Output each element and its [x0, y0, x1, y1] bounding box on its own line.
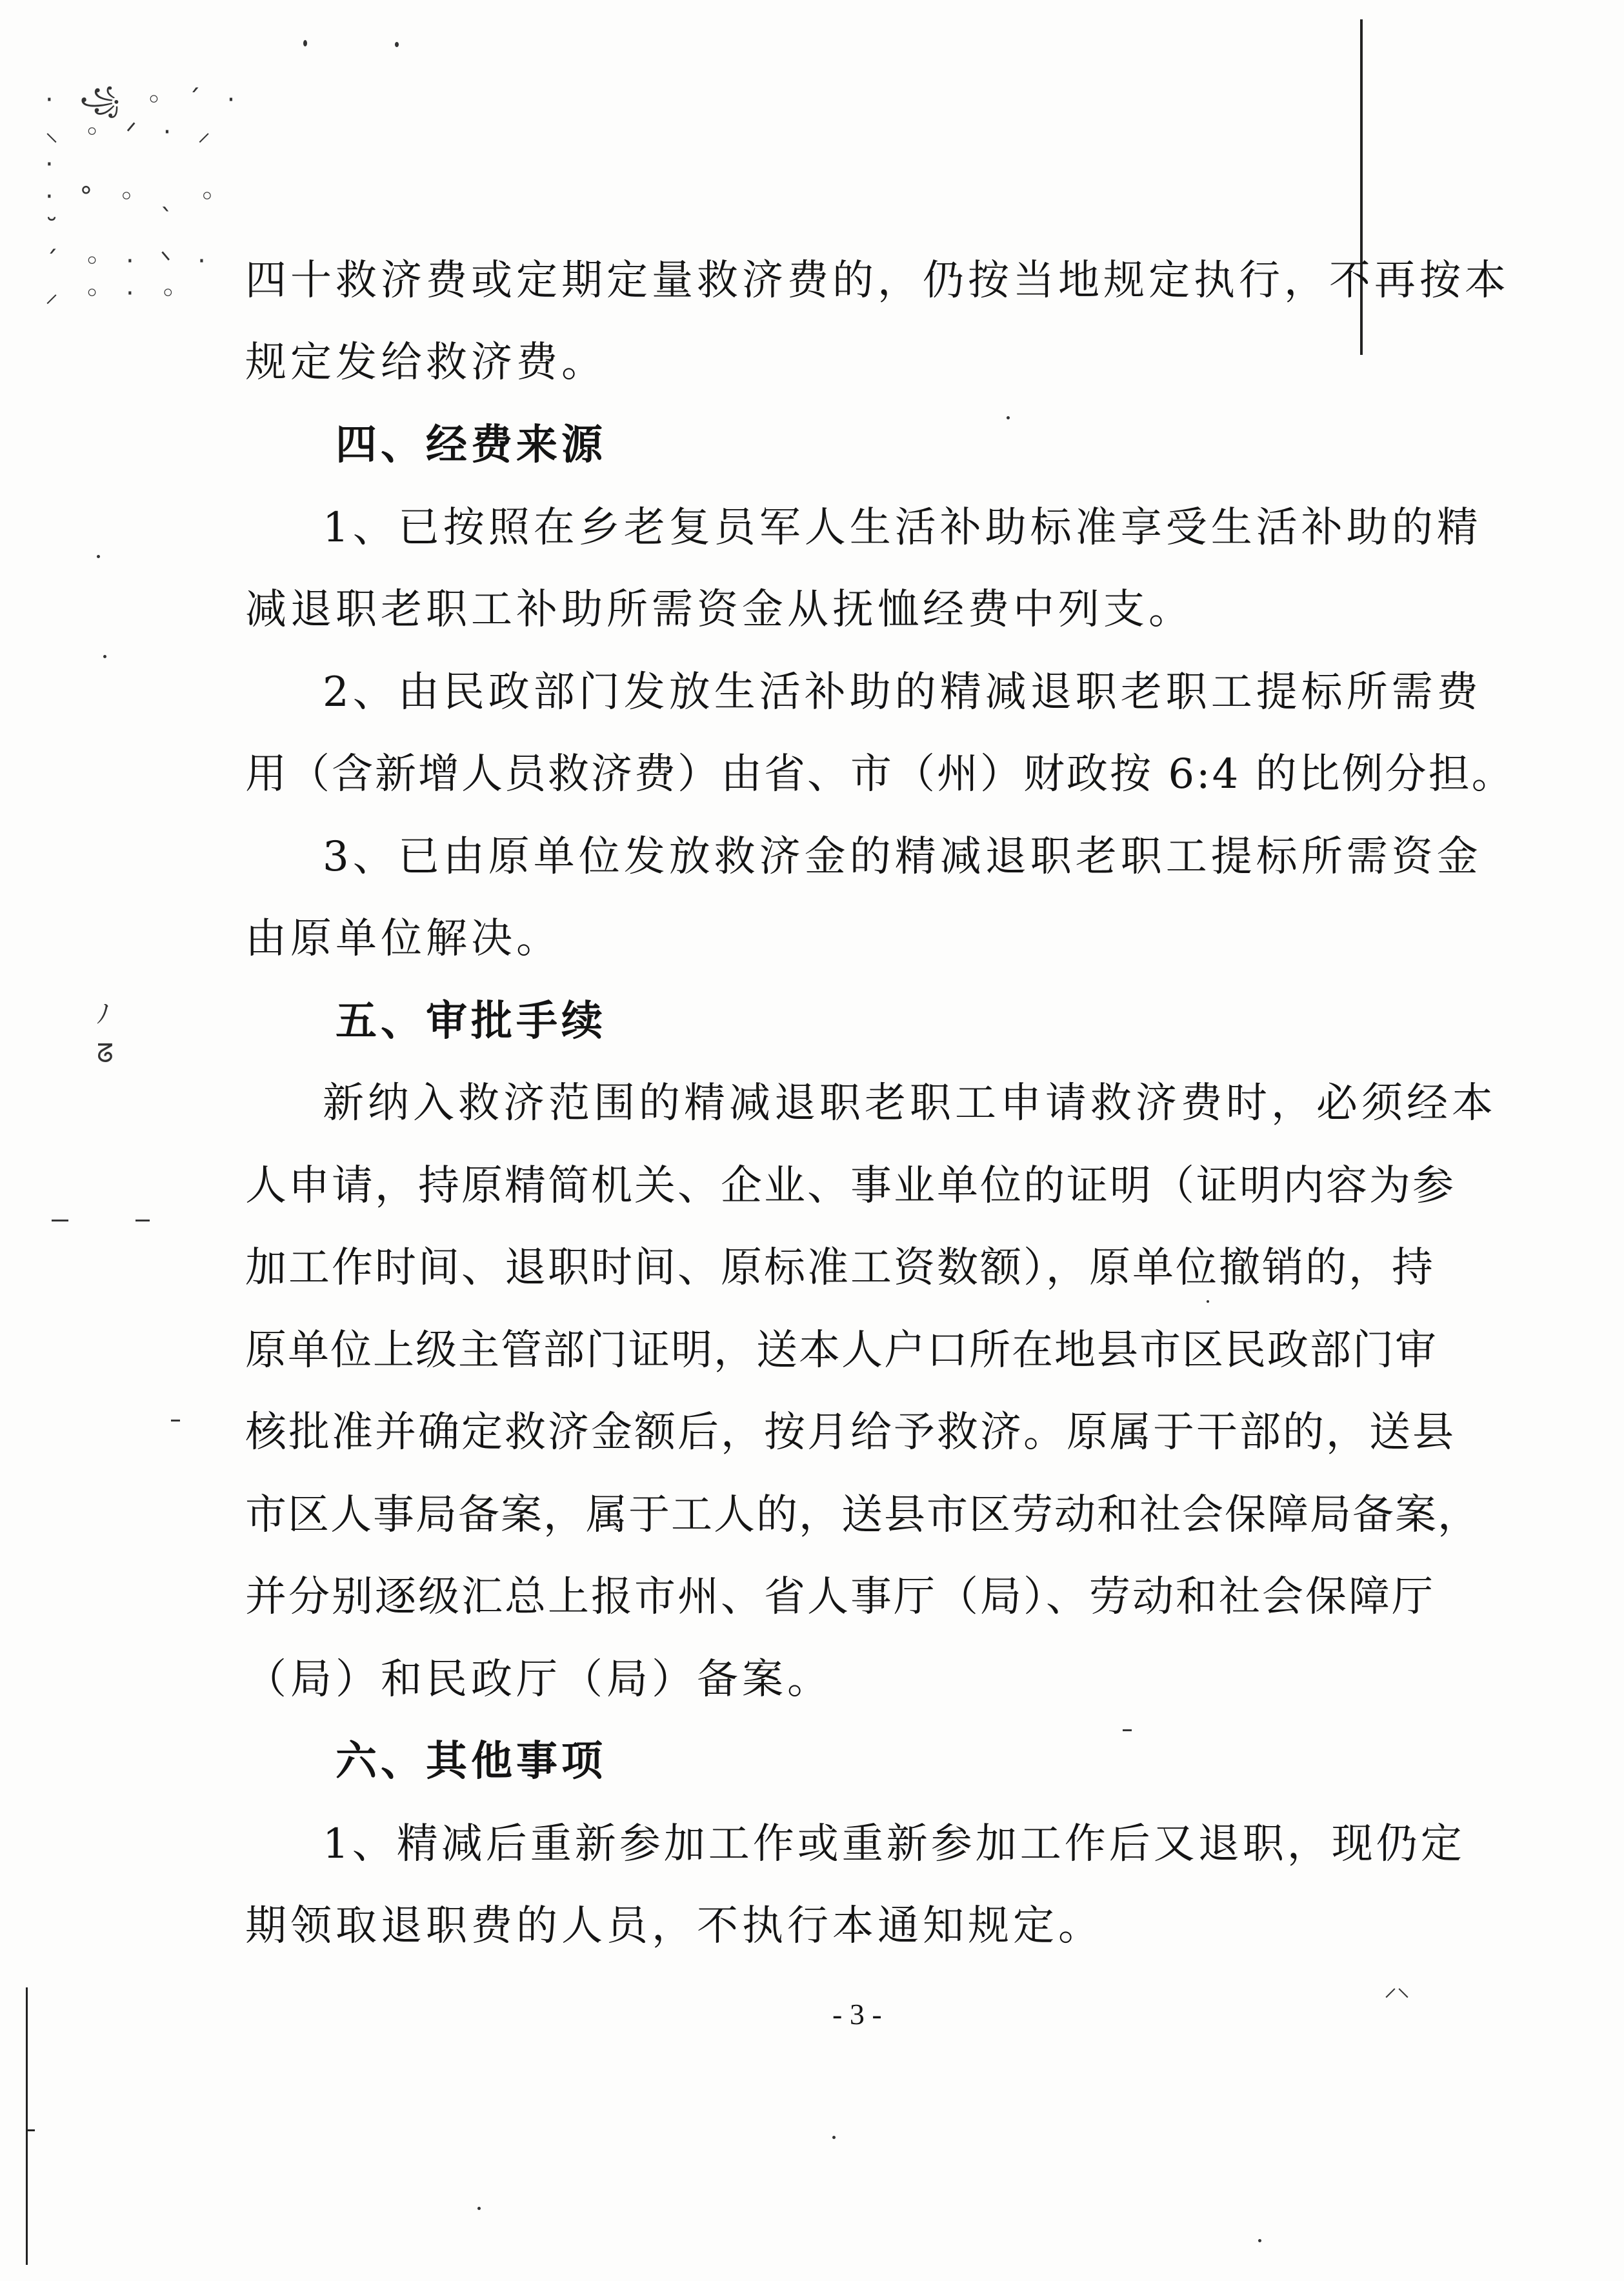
paragraph-line: 1、精减后重新参加工作或重新参加工作后又退职，现仍定 — [323, 1820, 1465, 1868]
scan-speck — [171, 1420, 180, 1422]
paragraph-line: 由原单位解决。 — [245, 915, 561, 963]
scan-speck — [52, 1220, 68, 1221]
paragraph-line: 人申请，持原精简机关、企业、事业单位的证明（证明内容为参 — [245, 1162, 1456, 1210]
scan-speck — [395, 42, 399, 47]
scan-noise-mark: ﾉ — [97, 1000, 110, 1029]
scan-speck — [477, 2207, 481, 2210]
section-heading-funding-source: 四、经费来源 — [336, 421, 606, 469]
scan-speck — [1123, 1729, 1132, 1731]
paragraph-line: 新纳入救济范围的精减退职老职工申请救济费时，必须经本 — [323, 1080, 1497, 1127]
scan-speck — [1258, 2239, 1261, 2242]
scan-speck — [1007, 416, 1010, 419]
scan-edge-line-left — [26, 1987, 28, 2265]
paragraph-line: 并分别逐级汇总上报市州、省人事厅（局）、劳动和社会保障厅 — [245, 1573, 1435, 1621]
paragraph-line: 1、已按照在乡老复员军人生活补助标准享受生活补助的精 — [323, 504, 1482, 552]
scan-speck — [832, 2136, 836, 2139]
paragraph-line: 用（含新增人员救济费）由省、市（州）财政按 6:4 的比例分担。 — [245, 750, 1515, 798]
scan-speck — [103, 655, 106, 658]
paragraph-line: 原单位上级主管部门证明，送本人户口所在地县市区民政部门审 — [245, 1327, 1438, 1374]
scan-noise-cluster: · ꧁ ◦ ´ · ⸜ ◦ ᐟ · ⸝ · · ° ◦ ˎ ◦ ˘ ˊ ◦ · ᐠ · ⸝ ◦ · ◦ — [45, 85, 245, 308]
paragraph-line: 市区人事局备案，属于工人的，送县市区劳动和社会保障局备案， — [245, 1491, 1480, 1539]
paragraph-line: 3、已由原单位发放救济金的精减退职老职工提标所需资金 — [323, 833, 1482, 881]
section-heading-other-matters: 六、其他事项 — [336, 1737, 606, 1785]
paragraph-line: 核批准并确定救济金额后，按月给予救济。原属于干部的，送县 — [245, 1409, 1456, 1456]
paragraph-line: 减退职老职工补助所需资金从抚恤经费中列支。 — [245, 586, 1194, 634]
paragraph-line: 四十救济费或定期定量救济费的，仍按当地规定执行，不再按本 — [245, 257, 1510, 305]
paragraph-line: 期领取退职费的人员，不执行本通知规定。 — [245, 1902, 1103, 1950]
scan-edge-tick — [26, 2129, 35, 2131]
scan-speck — [1207, 1300, 1209, 1303]
scan-noise-mark: ᘔ — [97, 1039, 114, 1069]
scan-speck — [97, 555, 100, 558]
paragraph-line: （局）和民政厅（局）备案。 — [245, 1656, 832, 1703]
scan-noise-mark: ⸝⸜ — [1384, 1973, 1410, 2002]
paragraph-line: 2、由民政部门发放生活补助的精减退职老职工提标所需费 — [323, 668, 1482, 716]
section-heading-approval-procedure: 五、审批手续 — [336, 997, 606, 1045]
paragraph-line: 加工作时间、退职时间、原标准工资数额），原单位撤销的，持 — [245, 1244, 1435, 1292]
scan-speck — [135, 1220, 150, 1221]
paragraph-line: 规定发给救济费。 — [245, 339, 606, 387]
scan-speck — [303, 40, 307, 46]
page-number: - 3 - — [832, 1998, 882, 2031]
